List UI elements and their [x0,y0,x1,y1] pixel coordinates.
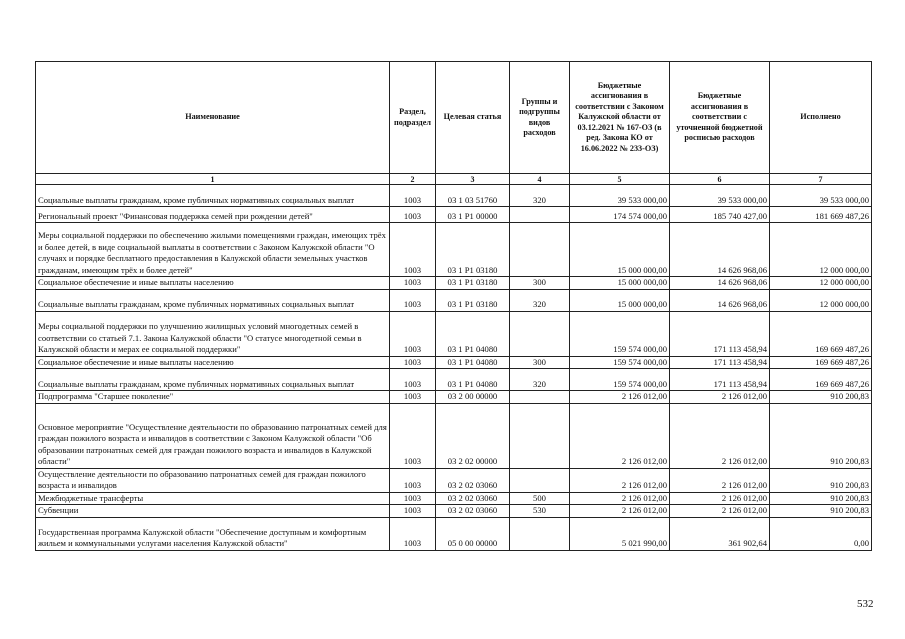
table-row [36,403,872,468]
row-budget-law: 159 574 000,00 [570,311,670,356]
row-budget-law: 15 000 000,00 [570,277,670,290]
header-vidy: Группы и подгруппы видов расходов [510,62,570,174]
row-budget-law: 2 126 012,00 [570,403,670,468]
row-razdel: 1003 [390,223,436,277]
row-razdel: 1003 [390,185,436,207]
row-ispolneno: 910 200,83 [770,403,872,468]
row-ispolneno: 39 533 000,00 [770,185,872,207]
row-budget-law: 159 574 000,00 [570,369,670,391]
row-vid [510,391,570,404]
header-razdel: Раздел, подраздел [390,62,436,174]
row-budget-rospis: 2 126 012,00 [670,468,770,492]
row-name: Основное мероприятие "Осуществление деятельности по образованию патронатных семей для граждан пожилого возраста и инвалидов в соответствии с Законом Калужской области "Об образовании патронатных семей для граждан пожилого возраста и инвалидов в Калужской области" [36,403,390,468]
row-name: Подпрограмма "Старшее поколение" [36,391,390,404]
row-celevaya: 03 1 P1 00000 [436,207,510,223]
row-budget-law: 15 000 000,00 [570,223,670,277]
row-budget-law: 159 574 000,00 [570,356,670,369]
row-vid: 320 [510,185,570,207]
row-celevaya: 03 1 P1 04080 [436,311,510,356]
row-budget-rospis: 171 113 458,94 [670,356,770,369]
row-budget-rospis: 2 126 012,00 [670,403,770,468]
row-budget-rospis: 14 626 968,06 [670,277,770,290]
row-vid [510,311,570,356]
row-celevaya: 03 2 02 00000 [436,403,510,468]
row-razdel: 1003 [390,403,436,468]
row-name: Социальные выплаты гражданам, кроме публичных нормативных социальных выплат [36,369,390,391]
row-ispolneno: 12 000 000,00 [770,223,872,277]
row-ispolneno: 12 000 000,00 [770,277,872,290]
row-name: Государственная программа Калужской области "Обеспечение доступным и комфортным жильем и коммунальными услугами населения Калужской области" [36,517,390,550]
row-ispolneno: 169 669 487,26 [770,369,872,391]
row-name: Социальные выплаты гражданам, кроме публичных нормативных социальных выплат [36,289,390,311]
row-celevaya: 03 1 P1 03180 [436,289,510,311]
column-number: 6 [670,174,770,185]
table-row [36,311,872,356]
row-name: Межбюджетные трансферты [36,492,390,505]
column-number: 1 [36,174,390,185]
row-budget-law: 15 000 000,00 [570,289,670,311]
row-razdel: 1003 [390,468,436,492]
row-vid: 500 [510,492,570,505]
column-number: 5 [570,174,670,185]
row-vid [510,468,570,492]
row-name: Меры социальной поддержки по обеспечению жилыми помещениями граждан, имеющих трёх и более детей, в виде социальной выплаты в соответствии с Законом Калужской области "О случаях и порядке бесплатного предоставления в Калужской области земельных участков гражданам, имеющим трёх и более детей" [36,223,390,277]
row-celevaya: 05 0 00 00000 [436,517,510,550]
row-budget-law: 5 021 990,00 [570,517,670,550]
header-budget-rospis: Бюджетные ассигнования в соответствии с уточненной бюджетной росписью расходов [670,62,770,174]
row-budget-law: 174 574 000,00 [570,207,670,223]
table-row [36,369,872,391]
row-ispolneno: 910 200,83 [770,505,872,518]
row-vid: 320 [510,289,570,311]
row-razdel: 1003 [390,356,436,369]
column-number-row [36,174,872,185]
row-ispolneno: 910 200,83 [770,492,872,505]
row-vid [510,403,570,468]
row-budget-rospis: 14 626 968,06 [670,223,770,277]
row-vid: 530 [510,505,570,518]
row-celevaya: 03 2 00 00000 [436,391,510,404]
row-name: Меры социальной поддержки по улучшению жилищных условий многодетных семей в соответствии со статьей 7.1. Закона Калужской области "О статусе многодетной семьи в Калужской области и мерах ее социальной поддержки" [36,311,390,356]
row-razdel: 1003 [390,277,436,290]
row-ispolneno: 169 669 487,26 [770,311,872,356]
row-vid [510,517,570,550]
page-number: 532 [857,598,874,610]
table-row [36,207,872,223]
row-name: Осуществление деятельности по образованию патронатных семей для граждан пожилого возраста и инвалидов [36,468,390,492]
row-budget-rospis: 39 533 000,00 [670,185,770,207]
row-vid [510,207,570,223]
row-budget-rospis: 14 626 968,06 [670,289,770,311]
table-row [36,517,872,550]
row-celevaya: 03 1 P1 03180 [436,223,510,277]
column-number: 2 [390,174,436,185]
row-celevaya: 03 1 P1 04080 [436,356,510,369]
row-budget-law: 39 533 000,00 [570,185,670,207]
row-ispolneno: 910 200,83 [770,391,872,404]
header-ispolneno: Исполнено [770,62,872,174]
row-ispolneno: 169 669 487,26 [770,356,872,369]
row-budget-rospis: 2 126 012,00 [670,505,770,518]
row-ispolneno: 0,00 [770,517,872,550]
row-budget-rospis: 2 126 012,00 [670,492,770,505]
table-row [36,356,872,369]
header-row [36,62,872,174]
row-razdel: 1003 [390,517,436,550]
row-razdel: 1003 [390,505,436,518]
row-celevaya: 03 2 02 03060 [436,505,510,518]
row-budget-rospis: 171 113 458,94 [670,369,770,391]
row-budget-law: 2 126 012,00 [570,468,670,492]
header-name: Наименование [36,62,390,174]
row-name: Субвенции [36,505,390,518]
row-ispolneno: 12 000 000,00 [770,289,872,311]
row-budget-rospis: 171 113 458,94 [670,311,770,356]
row-budget-law: 2 126 012,00 [570,492,670,505]
row-celevaya: 03 1 P1 03180 [436,277,510,290]
row-ispolneno: 910 200,83 [770,468,872,492]
row-razdel: 1003 [390,311,436,356]
table-row [36,391,872,404]
row-vid [510,223,570,277]
row-vid: 300 [510,356,570,369]
row-budget-law: 2 126 012,00 [570,505,670,518]
row-name: Социальное обеспечение и иные выплаты населению [36,277,390,290]
budget-table [35,61,872,551]
table-row [36,289,872,311]
row-razdel: 1003 [390,207,436,223]
table-row [36,505,872,518]
header-celevaya: Целевая статья [436,62,510,174]
row-budget-rospis: 2 126 012,00 [670,391,770,404]
row-celevaya: 03 1 P1 04080 [436,369,510,391]
table-row [36,468,872,492]
row-name: Социальное обеспечение и иные выплаты населению [36,356,390,369]
row-vid: 300 [510,277,570,290]
row-budget-law: 2 126 012,00 [570,391,670,404]
row-vid: 320 [510,369,570,391]
column-number: 3 [436,174,510,185]
row-celevaya: 03 2 02 03060 [436,468,510,492]
row-razdel: 1003 [390,492,436,505]
row-name: Региональный проект "Финансовая поддержка семей при рождении детей" [36,207,390,223]
row-name: Социальные выплаты гражданам, кроме публичных нормативных социальных выплат [36,185,390,207]
row-ispolneno: 181 669 487,26 [770,207,872,223]
header-budget-law: Бюджетные ассигнования в соответствии с Законом Калужской области от 03.12.2021 № 167-ОЗ (в ред. Закона КО от 16.06.2022 № 233-ОЗ) [570,62,670,174]
column-number: 4 [510,174,570,185]
row-budget-rospis: 361 902,64 [670,517,770,550]
row-razdel: 1003 [390,289,436,311]
row-razdel: 1003 [390,369,436,391]
row-celevaya: 03 1 03 51760 [436,185,510,207]
table-row [36,277,872,290]
row-razdel: 1003 [390,391,436,404]
table-row [36,492,872,505]
row-budget-rospis: 185 740 427,00 [670,207,770,223]
column-number: 7 [770,174,872,185]
table-row [36,185,872,207]
table-row [36,223,872,277]
row-celevaya: 03 2 02 03060 [436,492,510,505]
